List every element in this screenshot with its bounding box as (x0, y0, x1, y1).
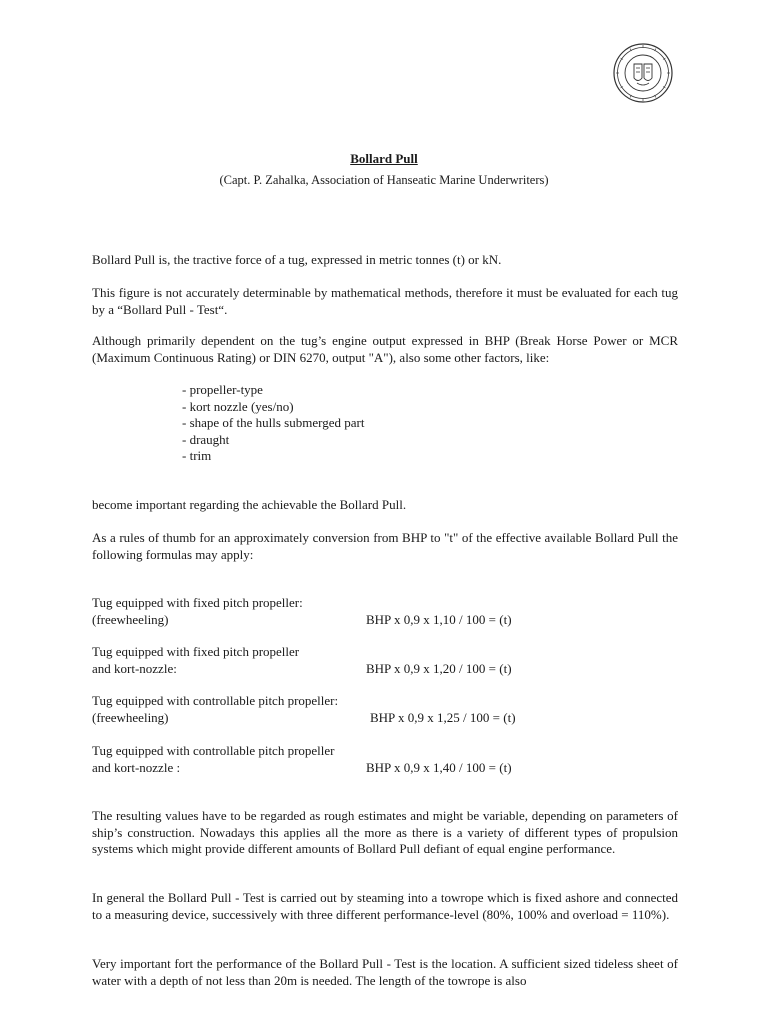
formula-label-line: and kort-nozzle: (92, 660, 177, 676)
list-item: - trim (182, 448, 212, 463)
page-subtitle: (Capt. P. Zahalka, Association of Hanseatic Marine Underwriters) (219, 173, 549, 187)
paragraph-test-procedure: In general the Bollard Pull - Test is carried out by steaming into a towrope which is fixed ashore and connected to a measuring device, successively with three different performance-level (80%, 100% and overload = 110%). (92, 890, 678, 922)
formula-controllable-pitch (92, 693, 678, 726)
formula-label-line: (freewheeling) (92, 709, 169, 725)
list-item: - shape of the hulls submerged part (182, 415, 365, 430)
paragraph-estimates: The resulting values have to be regarded as rough estimates and might be variable, depending on parameters of ship’s construction. Nowadays this applies all the more as there is a variety of different types of propulsion systems which might provide different amounts of Bollard Pull defiant of equal engine performance. (92, 808, 678, 856)
formula-value: BHP x 0,9 x 1,20 / 100 = (t) (366, 660, 512, 676)
list-item: - draught (182, 431, 230, 447)
paragraph-location: Very important fort the performance of the Bollard Pull - Test is the location. A sufficient sized tideless sheet of water with a depth of not less than 20m is needed. The length of the towrope is also (92, 956, 678, 988)
list-item: - kort nozzle (yes/no) (182, 398, 294, 414)
paragraph-factors-intro: Although primarily dependent on the tug’s engine output expressed in BHP (Break Horse Power or MCR (Maximum Continuous Rating) or DIN 6270, output "A"), also some other factors, like: (92, 333, 678, 365)
paragraph-importance: become important regarding the achievable the Bollard Pull. (92, 497, 407, 512)
formula-label-line: (freewheeling) (92, 611, 169, 627)
formula-value: BHP x 0,9 x 1,40 / 100 = (t) (366, 759, 512, 775)
formula-controllable-pitch-kort-nozzle (92, 743, 678, 776)
association-seal-icon (612, 42, 674, 104)
formula-label-line: Tug equipped with controllable pitch propeller (92, 743, 335, 758)
formula-value: BHP x 0,9 x 1,25 / 100 = (t) (370, 709, 516, 725)
formula-fixed-pitch (92, 595, 678, 628)
paragraph-rule-of-thumb: As a rules of thumb for an approximately conversion from BHP to "t" of the effective available Bollard Pull the following formulas may apply: (92, 530, 678, 562)
formula-value: BHP x 0,9 x 1,10 / 100 = (t) (366, 611, 512, 627)
paragraph-definition: Bollard Pull is, the tractive force of a tug, expressed in metric tonnes (t) or kN. (92, 252, 502, 267)
formula-label-line: Tug equipped with controllable pitch propeller: (92, 693, 339, 708)
page-title: Bollard Pull (350, 151, 418, 166)
formula-label-line: Tug equipped with fixed pitch propeller: (92, 595, 303, 610)
formula-label-line: Tug equipped with fixed pitch propeller (92, 644, 300, 659)
list-item: - propeller-type (182, 382, 263, 397)
formula-label-line: and kort-nozzle : (92, 759, 181, 775)
paragraph-evaluation: This figure is not accurately determinable by mathematical methods, therefore it must be evaluated for each tug by a “Bollard Pull - Test“. (92, 285, 678, 317)
factor-list (182, 382, 364, 465)
formula-fixed-pitch-kort-nozzle (92, 644, 678, 677)
